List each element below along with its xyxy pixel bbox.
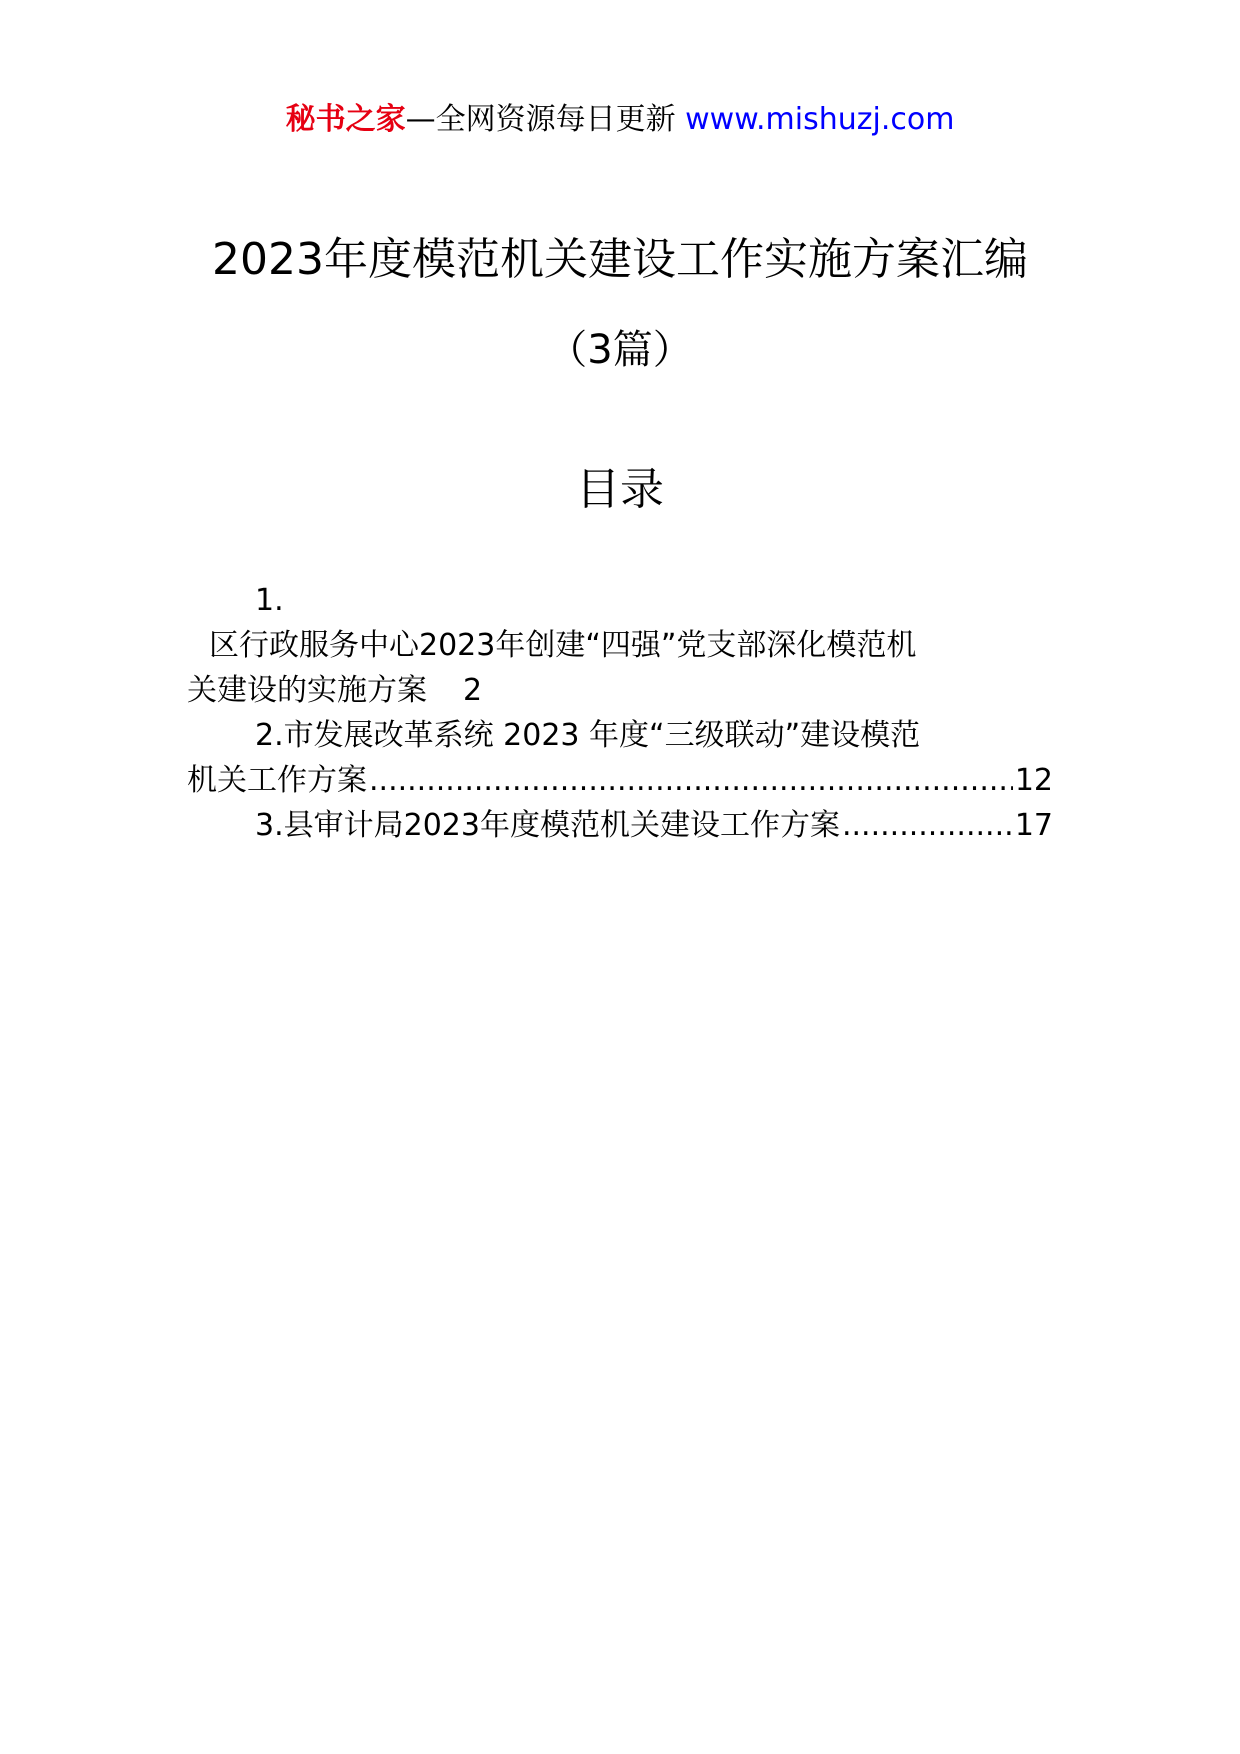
toc-item-3-page: 17 bbox=[1014, 808, 1053, 843]
toc-heading: 目录 bbox=[576, 464, 664, 515]
site-header bbox=[0, 100, 1240, 140]
toc-item-3-text: 3.县审计局2023年度模范机关建设工作方案 bbox=[255, 808, 840, 843]
toc-item-2-line1[interactable]: 2.市发展改革系统 2023 年度“三级联动”建设模范 bbox=[255, 718, 921, 753]
table-of-contents bbox=[187, 578, 1053, 848]
toc-item-1-page: 2 bbox=[463, 673, 483, 708]
site-url-link[interactable]: www.mishuzj.com bbox=[685, 102, 955, 137]
site-brand: 秘书之家 bbox=[285, 102, 406, 137]
toc-item-1-line1[interactable]: 区行政服务中心2023年创建“四强”党支部深化模范机 bbox=[209, 628, 917, 663]
toc-item-3[interactable] bbox=[187, 803, 1053, 848]
toc-item-2-text: 机关工作方案 bbox=[187, 763, 367, 798]
toc-item-1-number[interactable]: 1. bbox=[255, 583, 284, 618]
toc-item-3-leader bbox=[842, 803, 1013, 848]
toc-item-2-line2[interactable] bbox=[187, 758, 1053, 803]
site-slogan: —全网资源每日更新 bbox=[405, 102, 676, 137]
document-title: 2023年度模范机关建设工作实施方案汇编 bbox=[212, 234, 1028, 285]
document-subtitle: （3篇） bbox=[547, 327, 693, 373]
toc-item-2-page: 12 bbox=[1014, 763, 1053, 798]
toc-item-2-leader bbox=[369, 758, 1013, 803]
toc-item-1-text: 关建设的实施方案 bbox=[187, 673, 427, 708]
toc-item-1-line2[interactable] bbox=[187, 668, 1053, 713]
